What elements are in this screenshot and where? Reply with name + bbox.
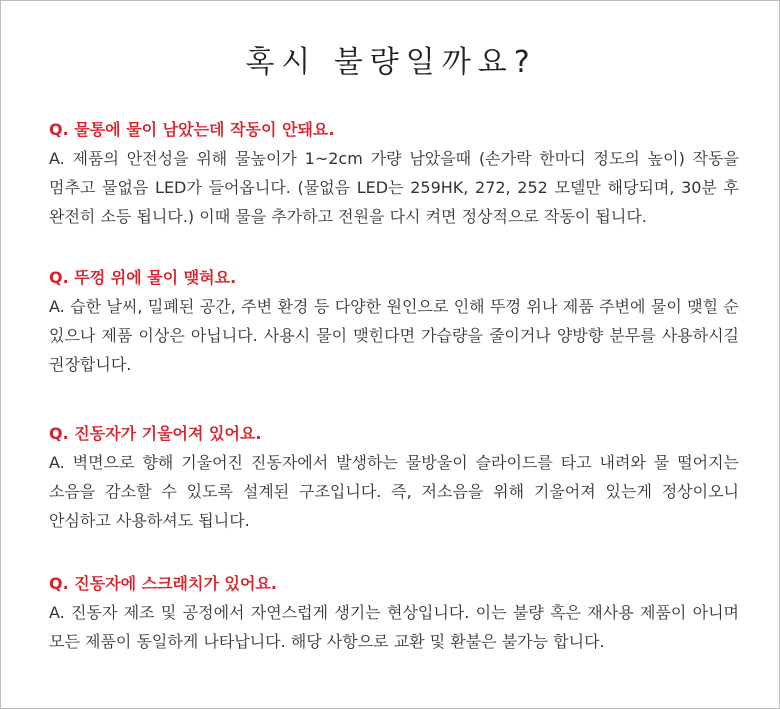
page-title: 혹시 불량일까요?: [245, 45, 537, 80]
faq-answer: A. 벽면으로 향해 기울어진 진동자에서 발생하는 물방울이 슬라이드를 타고 내려와 물 떨어지는 소음을 감소할 수 있도록 설계된 구조입니다. 즉, 저소음을 위해 기울어져 있는게 정상이오니 안심하고 사용하셔도 됩니다.: [49, 453, 739, 530]
faq-answer: A. 제품의 안전성을 위해 물높이가 1~2cm 가량 남았을때 (손가락 한마디 정도의 높이) 작동을 멈추고 물없음 LED가 들어옵니다. (물없음 LED는 259HK, 272, 252 모델만 해당되며, 30분 후 완전히 소등 됩니다.) 이때 물을 추가하고 전원을 다시 켜면 정상적으로 작동이 됩니다.: [49, 149, 739, 226]
faq-answer: A. 진동자 제조 및 공정에서 자연스럽게 생기는 현상입니다. 이는 불량 혹은 재사용 제품이 아니며 모든 제품이 동일하게 나타납니다. 해당 사항으로 교환 및 환불은 불가능 합니다.: [49, 603, 739, 651]
faq-item-3: [49, 419, 739, 535]
faq-item-1: [49, 115, 739, 231]
faq-question: Q. 물통에 물이 남았는데 작동이 안돼요.: [49, 120, 335, 139]
faq-item-2: [49, 263, 739, 379]
faq-question: Q. 뚜껑 위에 물이 맺혀요.: [49, 268, 237, 287]
faq-answer: A. 습한 날씨, 밀폐된 공간, 주변 환경 등 다양한 원인으로 인해 뚜껑 위나 제품 주변에 물이 맺힐 순 있으나 제품 이상은 아닙니다. 사용시 물이 맺힌다면 가습량을 줄이거나 양방향 분무를 사용하시길 권장합니다.: [49, 297, 739, 374]
faq-question: Q. 진동자가 기울어져 있어요.: [49, 424, 262, 443]
faq-question: Q. 진동자에 스크래치가 있어요.: [49, 574, 277, 593]
faq-item-4: [49, 569, 739, 656]
